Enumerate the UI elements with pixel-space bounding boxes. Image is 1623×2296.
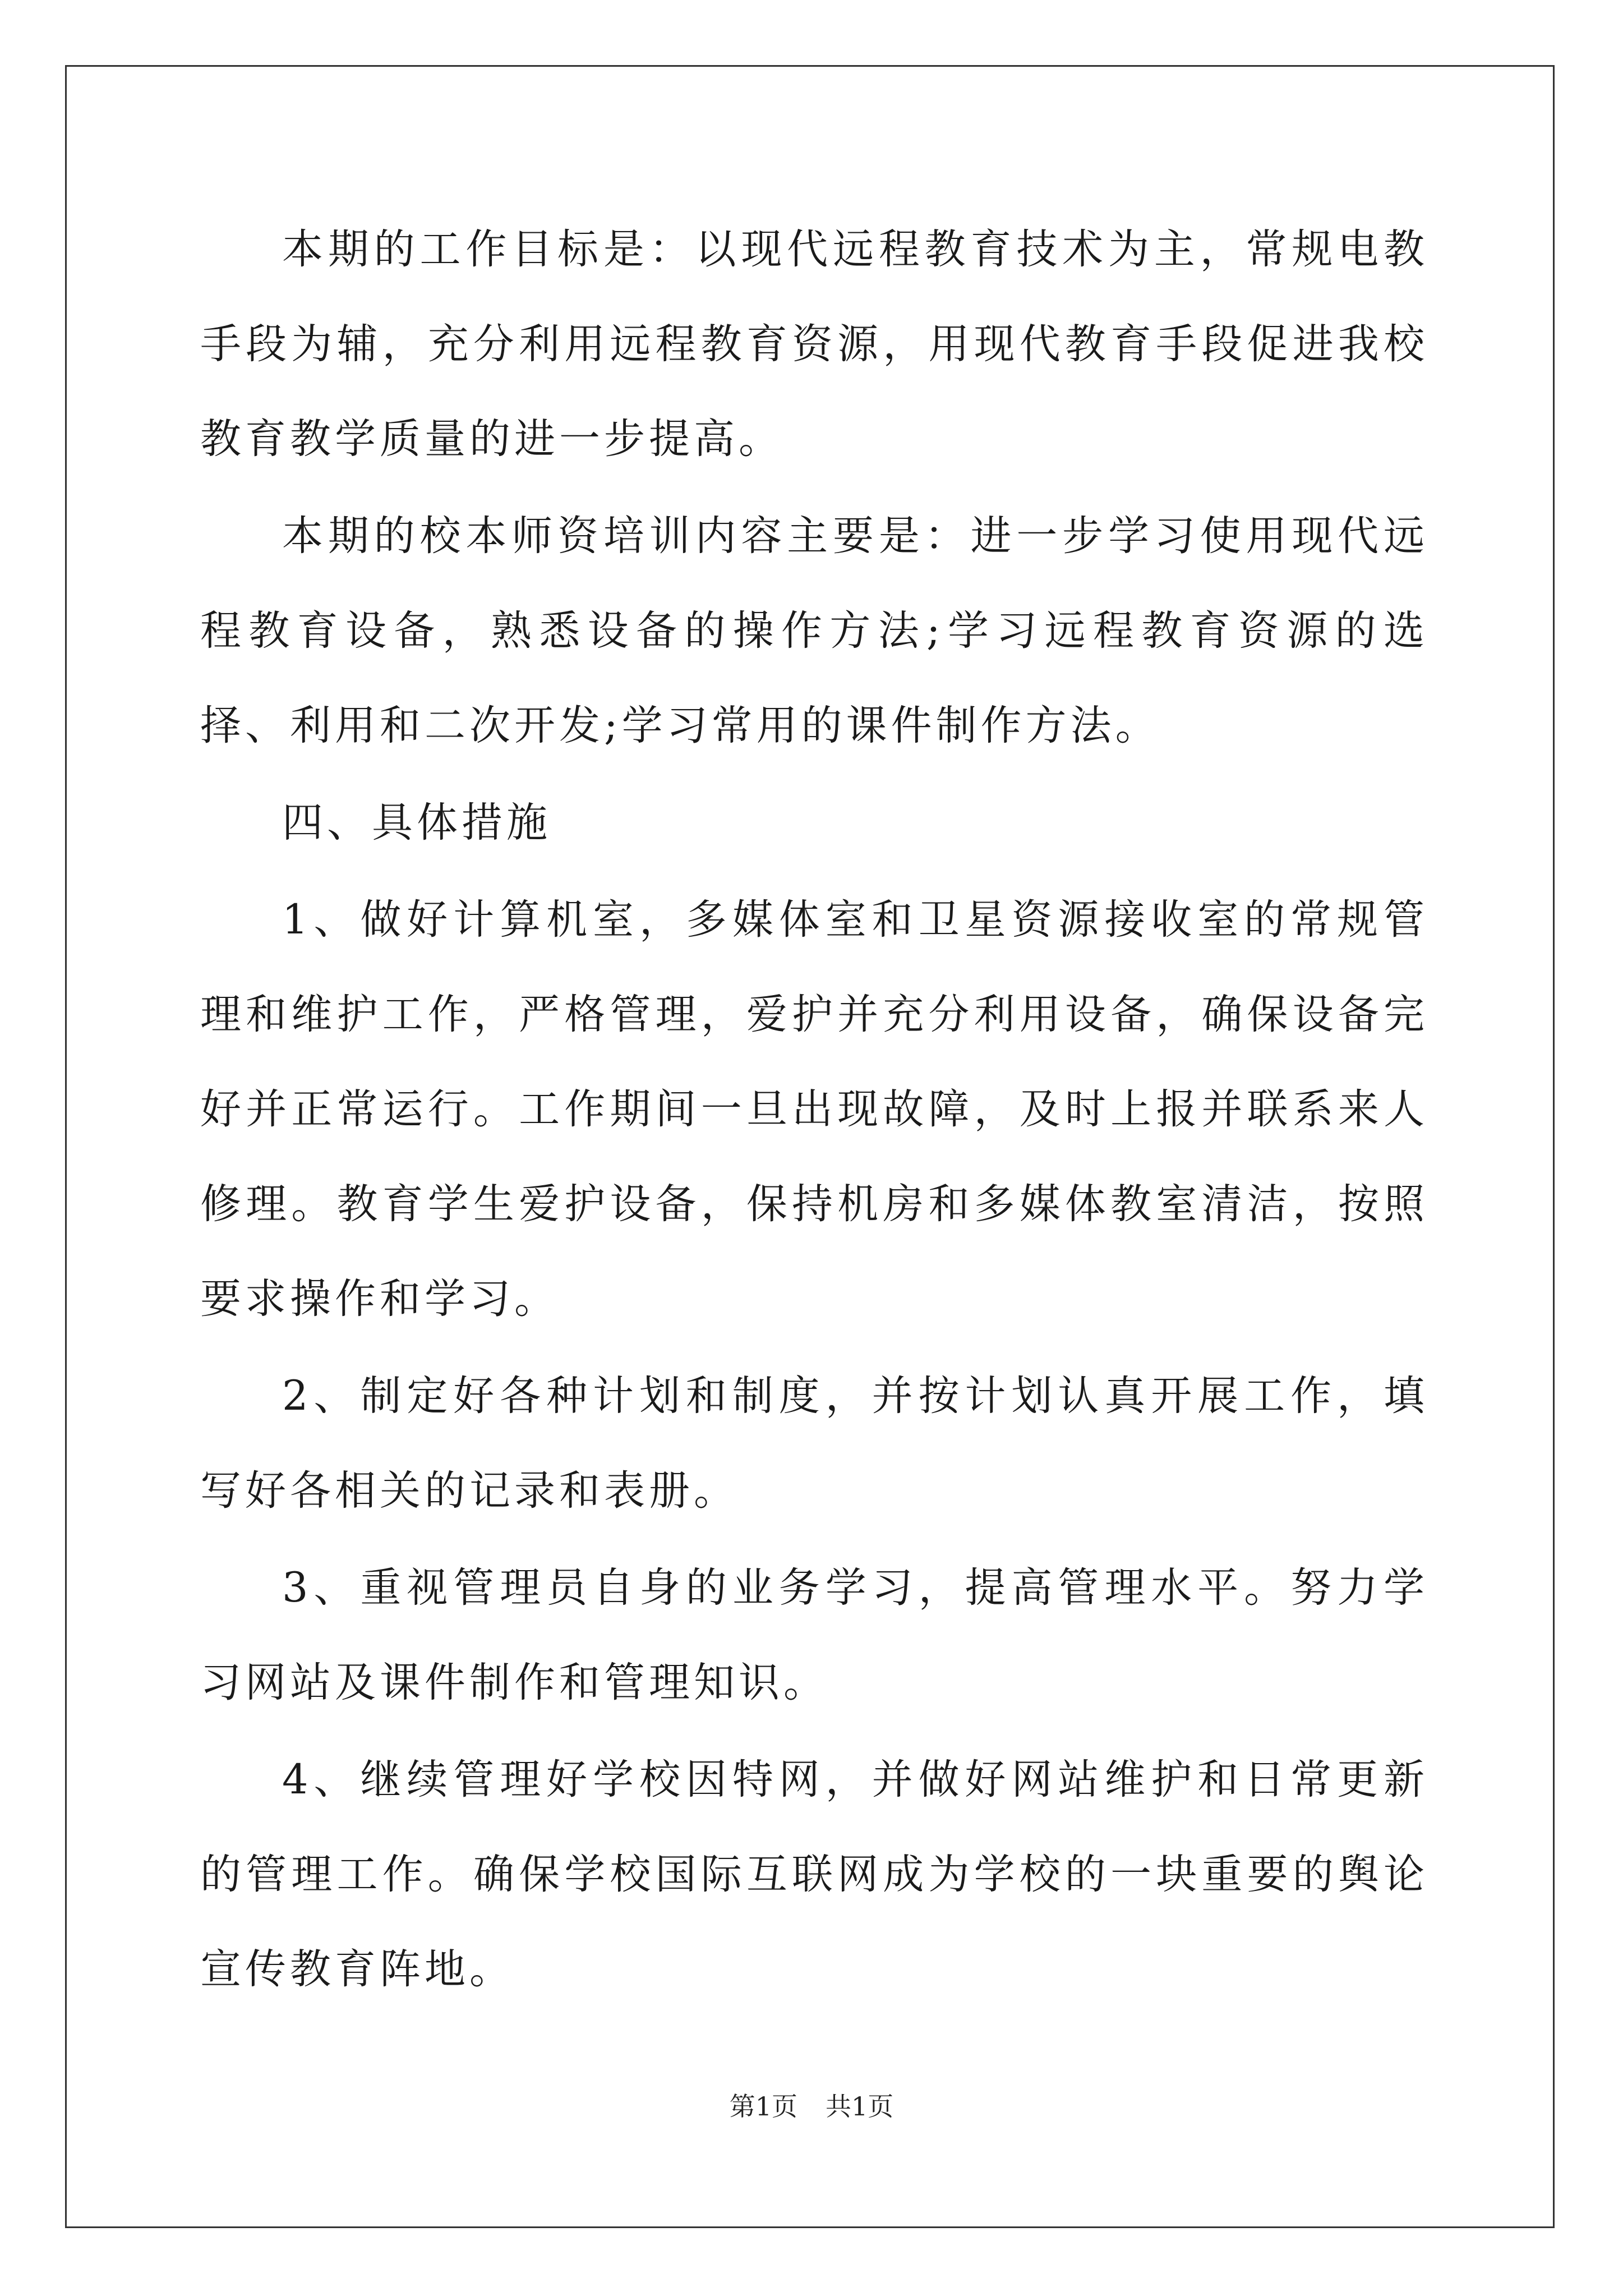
page-number-total: 共1页 bbox=[826, 2091, 894, 2122]
paragraph-measure-4: 4、继续管理好学校因特网，并做好网站维护和日常更新的管理工作。确保学校国际互联网成为学校的一块重要的舆论宣传教育阵地。 bbox=[200, 1756, 1428, 1993]
paragraph-measure-2: 2、制定好各种计划和制度，并按计划认真开展工作，填写好各相关的记录和表册。 bbox=[200, 1372, 1428, 1515]
paragraph-training: 本期的校本师资培训内容主要是：进一步学习使用现代远程教育设备，熟悉设备的操作方法;学习远程教育资源的选择、利用和二次开发;学习常用的课件制作方法。 bbox=[200, 512, 1428, 749]
document-body bbox=[200, 202, 1428, 2017]
paragraph-goal: 本期的工作目标是：以现代远程教育技术为主，常规电教手段为辅，充分利用远程教育资源，用现代教育手段促进我校教育教学质量的进一步提高。 bbox=[200, 226, 1428, 463]
page-number-current: 第1页 bbox=[729, 2091, 797, 2122]
paragraph-measure-3: 3、重视管理员自身的业务学习，提高管理水平。努力学习网站及课件制作和管理知识。 bbox=[200, 1564, 1428, 1706]
paragraph-measure-1: 1、做好计算机室，多媒体室和卫星资源接收室的常规管理和维护工作，严格管理，爱护并充分利用设备，确保设备完好并正常运行。工作期间一旦出现故障，及时上报并联系来人修理。教育学生爱护设备，保持机房和多媒体教室清洁，按照要求操作和学习。 bbox=[200, 896, 1428, 1323]
page-footer bbox=[0, 2090, 1623, 2123]
section-heading: 四、具体措施 bbox=[282, 799, 551, 846]
